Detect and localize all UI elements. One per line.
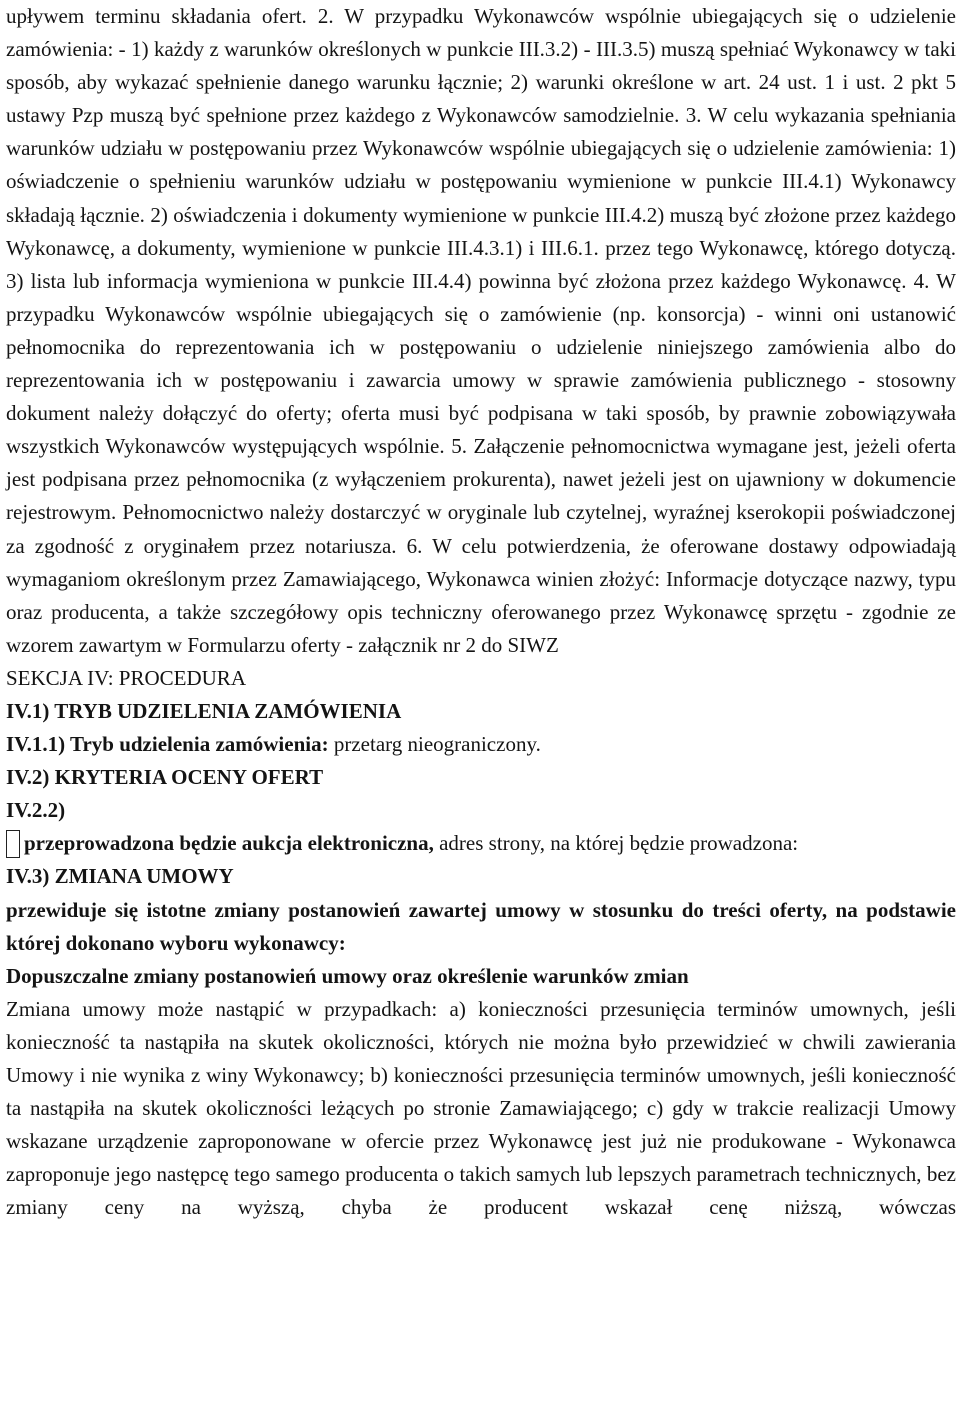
iv3-statement: przewiduje się istotne zmiany postanowień zawartej umowy w stosunku do treści oferty, na podstawie której dokonano wyboru wykonawcy: [6, 897, 956, 955]
iv11-row [6, 728, 956, 761]
iv1-heading: IV.1) TRYB UDZIELENIA ZAMÓWIENIA [6, 698, 402, 723]
changes-paragraph: Zmiana umowy może nastąpić w przypadkach: a) konieczności przesunięcia terminów umownych, jeśli konieczność ta nastąpiła na skutek okoliczności, których nie można było przewidzieć w chwili zawierania Umowy i nie wynika z winy Wykonawcy; b) konieczności przesunięcia terminów umownych, jeśli konieczność ta nastąpiła na skutek okoliczności leżących po stronie Zamawiającego; c) gdy w trakcie realizacji Umowy wskazane urządzenie zaproponowane w ofercie przez Wykonawcę jest już nie produkowane - Wykonawca zaproponuje jego następcę tego samego producenta o takich samych lub lepszych parametrach technicznych, bez zmiany ceny na wyższą, chyba że producent wskazał cenę niższą, wówczas [6, 996, 956, 1220]
document-page [6, 0, 956, 1224]
auction-value: adres strony, na której będzie prowadzona: [433, 831, 799, 856]
intro-paragraph: upływem terminu składania ofert. 2. W przypadku Wykonawców wspólnie ubiegających się o udzielenie zamówienia: - 1) każdy z warunków określonych w punkcie III.3.2) - III.3.5) muszą spełniać Wykonawcy w taki sposób, aby wykazać spełnienie danego warunku łącznie; 2) warunki określone w art. 24 ust. 1 i ust. 2 pkt 5 ustawy Pzp muszą być spełnione przez każdego z Wykonawców samodzielnie. 3. W celu wykazania spełniania warunków udziału w postępowaniu przez Wykonawców wspólnie ubiegających się o udzielenie zamówienia: 1) oświadczenie o spełnieniu warunków udziału w postępowaniu wymienione w punkcie III.4.1) Wykonawcy składają łącznie. 2) oświadczenia i dokumenty wymienione w punkcie III.4.2) muszą być złożone przez każdego Wykonawcę, a dokumenty, wymienione w punkcie III.4.3.1) i III.6.1. przez tego Wykonawcę, którego dotyczą. 3) lista lub informacja wymieniona w punkcie III.4.4) powinna być złożona przez każdego Wykonawcę. 4. W przypadku Wykonawców wspólnie ubiegających się o zamówienie (np. konsorcja) - winni oni ustanowić pełnomocnika do reprezentowania ich w postępowaniu o udzielenie niniejszego zamówienia albo do reprezentowania ich w postępowaniu i zawarcia umowy w sprawie zamówienia publicznego - stosowny dokument należy dołączyć do oferty; oferta musi być podpisana w taki sposób, by prawnie zobowiązywała wszystkich Wykonawców występujących wspólnie. 5. Załączenie pełnomocnictwa wymagane jest, jeżeli oferta jest podpisana przez pełnomocnika (z wyłączeniem prokurenta), nawet jeżeli jest on ujawniony w dokumencie rejestrowym. Pełnomocnictwo należy dostarczyć w oryginale lub czytelnej, wyraźnej kserokopii poświadczonej za zgodność z oryginałem przez notariusza. 6. W celu potwierdzenia, że oferowane dostawy odpowiadają wymaganiom określonym przez Zamawiającego, Wykonawca winien złożyć: Informacje dotyczące nazwy, typu oraz producenta, a także szczegółowy opis techniczny oferowanego przez Wykonawcę sprzętu - zgodnie ze wzorem zawartym w Formularzu oferty - załącznik nr 2 do SIWZ [6, 4, 956, 657]
iv22-heading: IV.2.2) [6, 798, 66, 823]
auction-label: przeprowadzona będzie aukcja elektroniczna, [24, 831, 434, 856]
iv11-label: IV.1.1) Tryb udzielenia zamówienia: [6, 732, 329, 757]
iv2-heading: IV.2) KRYTERIA OCENY OFERT [6, 765, 324, 790]
changes-heading: Dopuszczalne zmiany postanowień umowy oraz określenie warunków zmian [6, 963, 689, 988]
iv3-heading: IV.3) ZMIANA UMOWY [6, 864, 234, 889]
auction-row [6, 827, 956, 860]
section-heading: SEKCJA IV: PROCEDURA [6, 665, 246, 690]
auction-checkbox[interactable] [6, 830, 20, 858]
iv11-value: przetarg nieograniczony. [328, 732, 541, 757]
